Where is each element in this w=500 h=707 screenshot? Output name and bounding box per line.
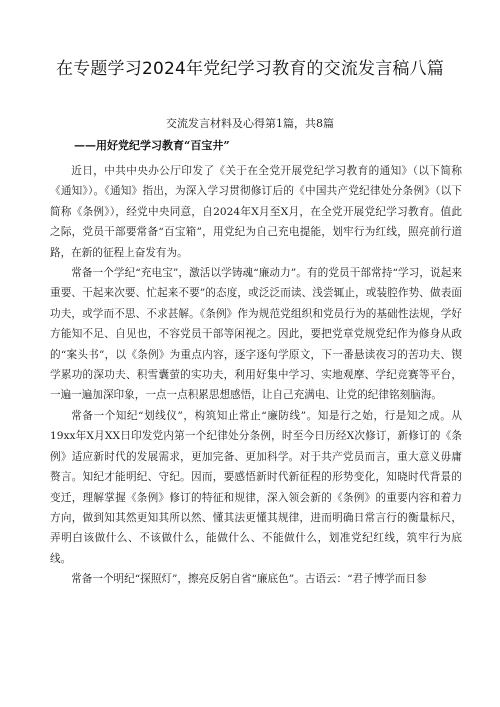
document-subtitle: 交流发言材料及心得第1篇，共8篇	[166, 117, 334, 130]
paragraph: 常备一个知纪“划线仪”，构筑知止常止“廉防线”。知是行之始，行是知之成。从19xx年X月XX日印发党内第一个纪律处分条例，时至今日历经X次修订，新修订的《条例》适应新时代的发展需求，更加完备、更加科学。对于共产党员而言，重大意义毋庸赘言。知纪才能明纪、守纪。因而，要感悟新时代新征程的形势变化，知晓时代背景的变迁，理解掌握《条例》修订的特征和规律，深入领会新的《条例》的重要内容和着力方向，做到知其然更知其所以然、懂其法更懂其规律，进而明确日常言行的衡量标尺，弄明白该做什么、不该做什么，能做什么、不能做什么，划准党纪红线，筑牢行为底线。	[50, 409, 462, 565]
paragraph: 常备一个明纪“探照灯”，擦亮反躬自省“廉底色”。古语云：“君子博学而日参	[71, 573, 427, 586]
section-heading: ——用好党纪学习教育“百宝井”	[74, 139, 230, 152]
paragraph: 近日，中共中央办公厅印发了《关于在全党开展党纪学习教育的通知》（以下简称《通知》）。《通知》指出，为深入学习贯彻修订后的《中国共产党纪律处分条例》（以下简称《条例》），经党中央同意，自2024年X月至X月，在全党开展党纪学习教育。值此之际，党员干部要常备“百宝箱”，用党纪为自己充电提能，划牢行为红线，照亮前行道路，在新的征程上奋发有为。	[50, 165, 462, 259]
document-title: 在专题学习2024年党纪学习教育的交流发言稿八篇	[55, 59, 445, 79]
document-body	[50, 161, 462, 590]
paragraph: 常备一个学纪“充电宝”，激活以学铸魂“廉动力”。有的党员干部常持“学习，说起来重要、干起来次要、忙起来不要”的态度，或泛泛而读、浅尝辄止，或装腔作势、做表面功夫，或学而不思、不求甚解。《条例》作为规范党组织和党员行为的基础性法规，学好方能知不足、自见也，不容党员干部等闲视之。因此，要把党章党规党纪作为修身从政的“案头书”，以《条例》为重点内容，逐字逐句学原文，下一番悬读夜习的苦功夫、锲学累功的深功夫、积雪囊萤的实功夫，利用好集中学习、实地观摩、学纪竞赛等平台，一遍一遍加深印象，一点一点积累思想感悟，让自己充满电、让党的纪律铭刻脑海。	[50, 267, 462, 402]
